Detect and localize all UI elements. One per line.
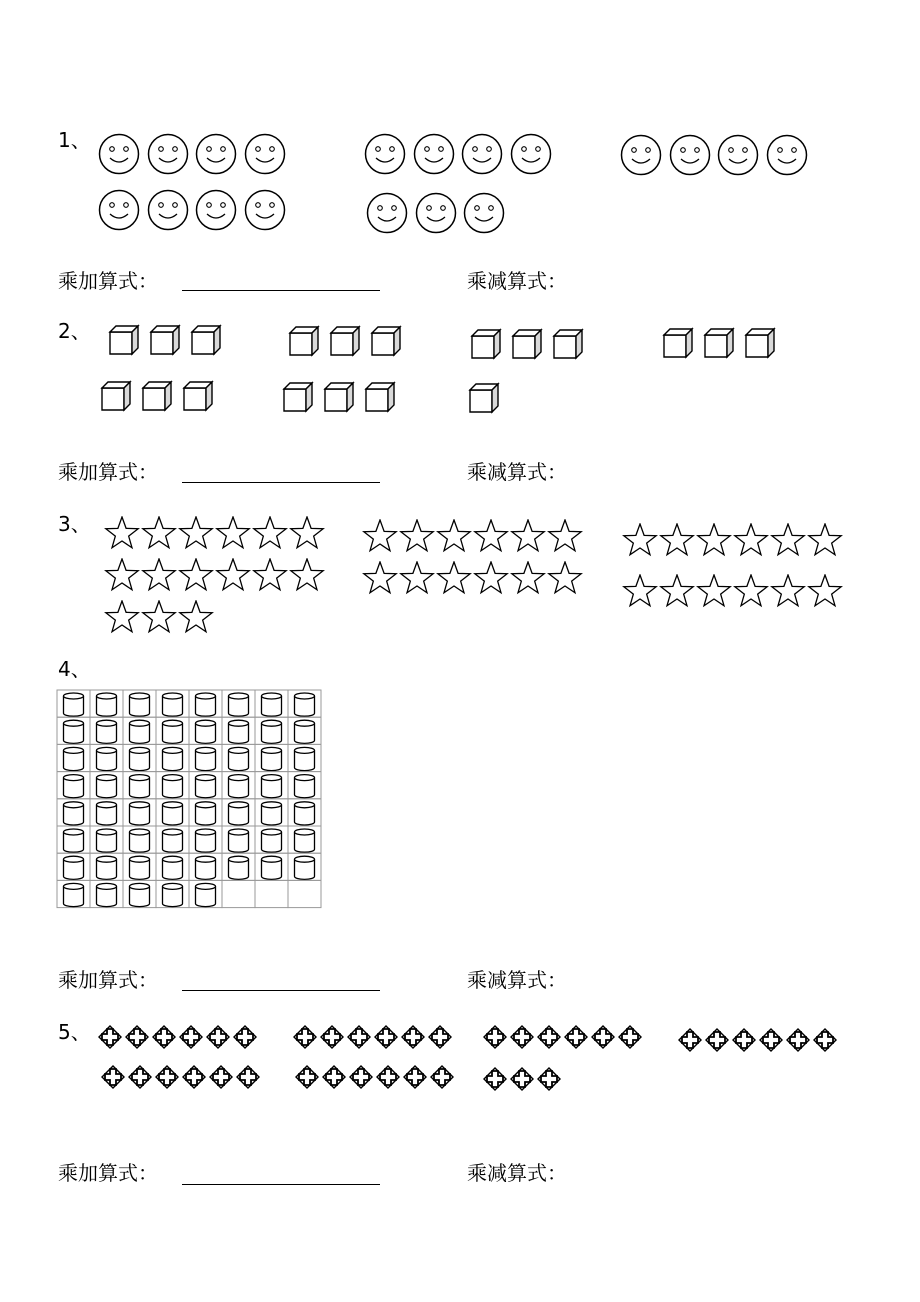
cylinder-icon (130, 693, 150, 716)
cube-icon (744, 327, 776, 359)
star-icon (399, 561, 435, 597)
cylinder-icon (97, 720, 117, 743)
cylinder-icon (97, 693, 117, 716)
smiley-face-icon (413, 133, 455, 175)
star-icon (141, 558, 177, 594)
plus-diamond-icon (812, 1027, 838, 1053)
star-icon (252, 558, 288, 594)
cube-icon (468, 382, 500, 414)
plus-diamond-icon (375, 1064, 401, 1090)
plus-diamond-icon (373, 1024, 399, 1050)
star-icon (104, 516, 140, 552)
cylinder-icon (295, 802, 315, 825)
grid-cell (255, 880, 288, 907)
plus-diamond-icon (429, 1064, 455, 1090)
multiply-add-answer-line[interactable] (182, 290, 380, 291)
smiley-face-icon (147, 133, 189, 175)
cube-icon (370, 325, 402, 357)
cube-icon (323, 381, 355, 413)
cylinder-icon (295, 775, 315, 798)
smiley-face-icon (195, 189, 237, 231)
plus-diamond-icon (100, 1064, 126, 1090)
cylinder-icon (229, 802, 249, 825)
cylinder-icon (97, 829, 117, 852)
smiley-face-icon (147, 189, 189, 231)
cylinder-icon (97, 883, 117, 906)
smiley-face-icon (364, 133, 406, 175)
plus-diamond-icon (97, 1024, 123, 1050)
star-icon (807, 523, 843, 559)
star-icon (252, 516, 288, 552)
plus-diamond-icon (617, 1024, 643, 1050)
cube-icon (552, 328, 584, 360)
smiley-face-icon (98, 189, 140, 231)
smiley-face-icon (510, 133, 552, 175)
multiply-add-label: 乘加算式： (58, 269, 158, 293)
plus-diamond-icon (292, 1024, 318, 1050)
plus-diamond-icon (536, 1066, 562, 1092)
star-icon (362, 519, 398, 555)
cube-icon (190, 324, 222, 356)
star-icon (770, 523, 806, 559)
cylinder-icon (262, 775, 282, 798)
multiply-subtract-label: 乘减算式： (467, 269, 567, 293)
plus-diamond-icon (563, 1024, 589, 1050)
multiply-subtract-label: 乘减算式： (467, 460, 567, 484)
star-icon (178, 516, 214, 552)
cylinder-icon (130, 720, 150, 743)
plus-diamond-icon (151, 1024, 177, 1050)
star-icon (770, 574, 806, 610)
cube-icon (100, 380, 132, 412)
star-icon (362, 561, 398, 597)
star-icon (289, 558, 325, 594)
star-icon (622, 523, 658, 559)
multiply-subtract-label: 乘减算式： (467, 968, 567, 992)
plus-diamond-icon (731, 1027, 757, 1053)
cylinder-icon (130, 747, 150, 770)
plus-diamond-icon (205, 1024, 231, 1050)
cylinder-icon (97, 775, 117, 798)
cube-icon (703, 327, 735, 359)
cylinder-icon (295, 829, 315, 852)
star-icon (510, 561, 546, 597)
star-icon (215, 558, 251, 594)
star-icon (141, 600, 177, 636)
cylinder-icon (196, 883, 216, 906)
cylinder-icon (229, 693, 249, 716)
star-icon (696, 523, 732, 559)
plus-diamond-icon (482, 1066, 508, 1092)
cylinder-icon (64, 856, 84, 879)
cylinder-icon (262, 693, 282, 716)
smiley-face-icon (195, 133, 237, 175)
plus-diamond-icon (232, 1024, 258, 1050)
plus-diamond-icon (124, 1024, 150, 1050)
cylinder-icon (64, 693, 84, 716)
smiley-face-icon (463, 192, 505, 234)
cylinder-icon (64, 883, 84, 906)
plus-diamond-icon (235, 1064, 261, 1090)
smiley-face-icon (244, 189, 286, 231)
smiley-face-icon (415, 192, 457, 234)
star-icon (289, 516, 325, 552)
star-icon (436, 561, 472, 597)
star-icon (215, 516, 251, 552)
multiply-add-label: 乘加算式： (58, 1161, 158, 1185)
cylinder-icon (163, 720, 183, 743)
star-icon (178, 600, 214, 636)
star-icon (104, 558, 140, 594)
plus-diamond-icon (590, 1024, 616, 1050)
cylinder-icon (64, 829, 84, 852)
problem-4-number: 4、 (58, 657, 91, 681)
star-icon (547, 519, 583, 555)
plus-diamond-icon (127, 1064, 153, 1090)
cylinder-icon (229, 720, 249, 743)
cube-icon (511, 328, 543, 360)
plus-diamond-icon (427, 1024, 453, 1050)
cylinder-icon (262, 829, 282, 852)
plus-diamond-icon (482, 1024, 508, 1050)
star-icon (622, 574, 658, 610)
cube-icon (149, 324, 181, 356)
cylinder-icon (196, 856, 216, 879)
plus-diamond-icon (758, 1027, 784, 1053)
plus-diamond-icon (208, 1064, 234, 1090)
cylinder-icon (130, 802, 150, 825)
cylinder-icon (295, 747, 315, 770)
cylinder-icon (229, 775, 249, 798)
plus-diamond-icon (509, 1066, 535, 1092)
star-icon (510, 519, 546, 555)
cylinder-icon (163, 747, 183, 770)
multiply-add-answer-line[interactable] (182, 990, 380, 991)
plus-diamond-icon (785, 1027, 811, 1053)
multiply-subtract-label: 乘减算式： (467, 1161, 567, 1185)
cylinder-icon (64, 747, 84, 770)
cube-icon (470, 328, 502, 360)
cylinder-icon (163, 775, 183, 798)
cube-icon (108, 324, 140, 356)
smiley-face-icon (669, 134, 711, 176)
star-icon (733, 523, 769, 559)
plus-diamond-icon (536, 1024, 562, 1050)
cylinder-icon (229, 829, 249, 852)
multiply-add-answer-line[interactable] (182, 482, 380, 483)
star-icon (659, 523, 695, 559)
plus-diamond-icon (509, 1024, 535, 1050)
cylinder-icon (262, 720, 282, 743)
problem-2-number: 2、 (58, 319, 91, 343)
plus-diamond-icon (294, 1064, 320, 1090)
multiply-add-label: 乘加算式： (58, 460, 158, 484)
cube-icon (364, 381, 396, 413)
cylinder-icon (163, 883, 183, 906)
cylinder-icon (97, 747, 117, 770)
smiley-face-icon (766, 134, 808, 176)
smiley-face-icon (98, 133, 140, 175)
cylinder-icon (130, 856, 150, 879)
plus-diamond-icon (704, 1027, 730, 1053)
plus-diamond-icon (400, 1024, 426, 1050)
star-icon (141, 516, 177, 552)
smiley-face-icon (244, 133, 286, 175)
plus-diamond-icon (178, 1024, 204, 1050)
cylinder-icon (64, 775, 84, 798)
star-icon (547, 561, 583, 597)
cylinder-icon (64, 802, 84, 825)
problem-5-number: 5、 (58, 1020, 91, 1044)
star-icon (473, 561, 509, 597)
cylinder-icon (196, 747, 216, 770)
plus-diamond-icon (181, 1064, 207, 1090)
cylinder-icon (196, 720, 216, 743)
cube-icon (182, 380, 214, 412)
cube-icon (662, 327, 694, 359)
multiply-add-answer-line[interactable] (182, 1184, 380, 1185)
cylinder-icon (262, 747, 282, 770)
cylinder-icon (229, 747, 249, 770)
cube-icon (288, 325, 320, 357)
plus-diamond-icon (402, 1064, 428, 1090)
cylinder-icon (163, 829, 183, 852)
cylinder-icon (295, 856, 315, 879)
cylinder-icon (130, 829, 150, 852)
star-icon (436, 519, 472, 555)
cube-icon (329, 325, 361, 357)
cylinder-icon (64, 720, 84, 743)
star-icon (807, 574, 843, 610)
cylinder-icon (295, 720, 315, 743)
grid-cell (222, 880, 255, 907)
cylinder-icon (97, 802, 117, 825)
smiley-face-icon (366, 192, 408, 234)
cylinder-icon (295, 693, 315, 716)
cylinder-icon (163, 856, 183, 879)
plus-diamond-icon (319, 1024, 345, 1050)
cube-icon (141, 380, 173, 412)
plus-diamond-icon (346, 1024, 372, 1050)
smiley-face-icon (620, 134, 662, 176)
cylinder-icon (130, 775, 150, 798)
cylinder-icon (130, 883, 150, 906)
star-icon (399, 519, 435, 555)
plus-diamond-icon (154, 1064, 180, 1090)
cylinder-icon (229, 856, 249, 879)
grid-cell (288, 880, 321, 907)
cylinder-icon (196, 802, 216, 825)
problem-3-number: 3、 (58, 512, 91, 536)
cylinder-icon (196, 775, 216, 798)
cube-icon (282, 381, 314, 413)
star-icon (104, 600, 140, 636)
star-icon (659, 574, 695, 610)
star-icon (696, 574, 732, 610)
problem-4-cylinder-grid (56, 689, 322, 909)
cylinder-icon (262, 802, 282, 825)
smiley-face-icon (717, 134, 759, 176)
multiply-add-label: 乘加算式： (58, 968, 158, 992)
cylinder-icon (163, 802, 183, 825)
cylinder-icon (196, 693, 216, 716)
problem-1-number: 1、 (58, 128, 91, 152)
cylinder-icon (196, 829, 216, 852)
plus-diamond-icon (677, 1027, 703, 1053)
cylinder-icon (262, 856, 282, 879)
plus-diamond-icon (348, 1064, 374, 1090)
plus-diamond-icon (321, 1064, 347, 1090)
cylinder-icon (97, 856, 117, 879)
star-icon (473, 519, 509, 555)
cylinder-icon (163, 693, 183, 716)
smiley-face-icon (461, 133, 503, 175)
star-icon (178, 558, 214, 594)
star-icon (733, 574, 769, 610)
